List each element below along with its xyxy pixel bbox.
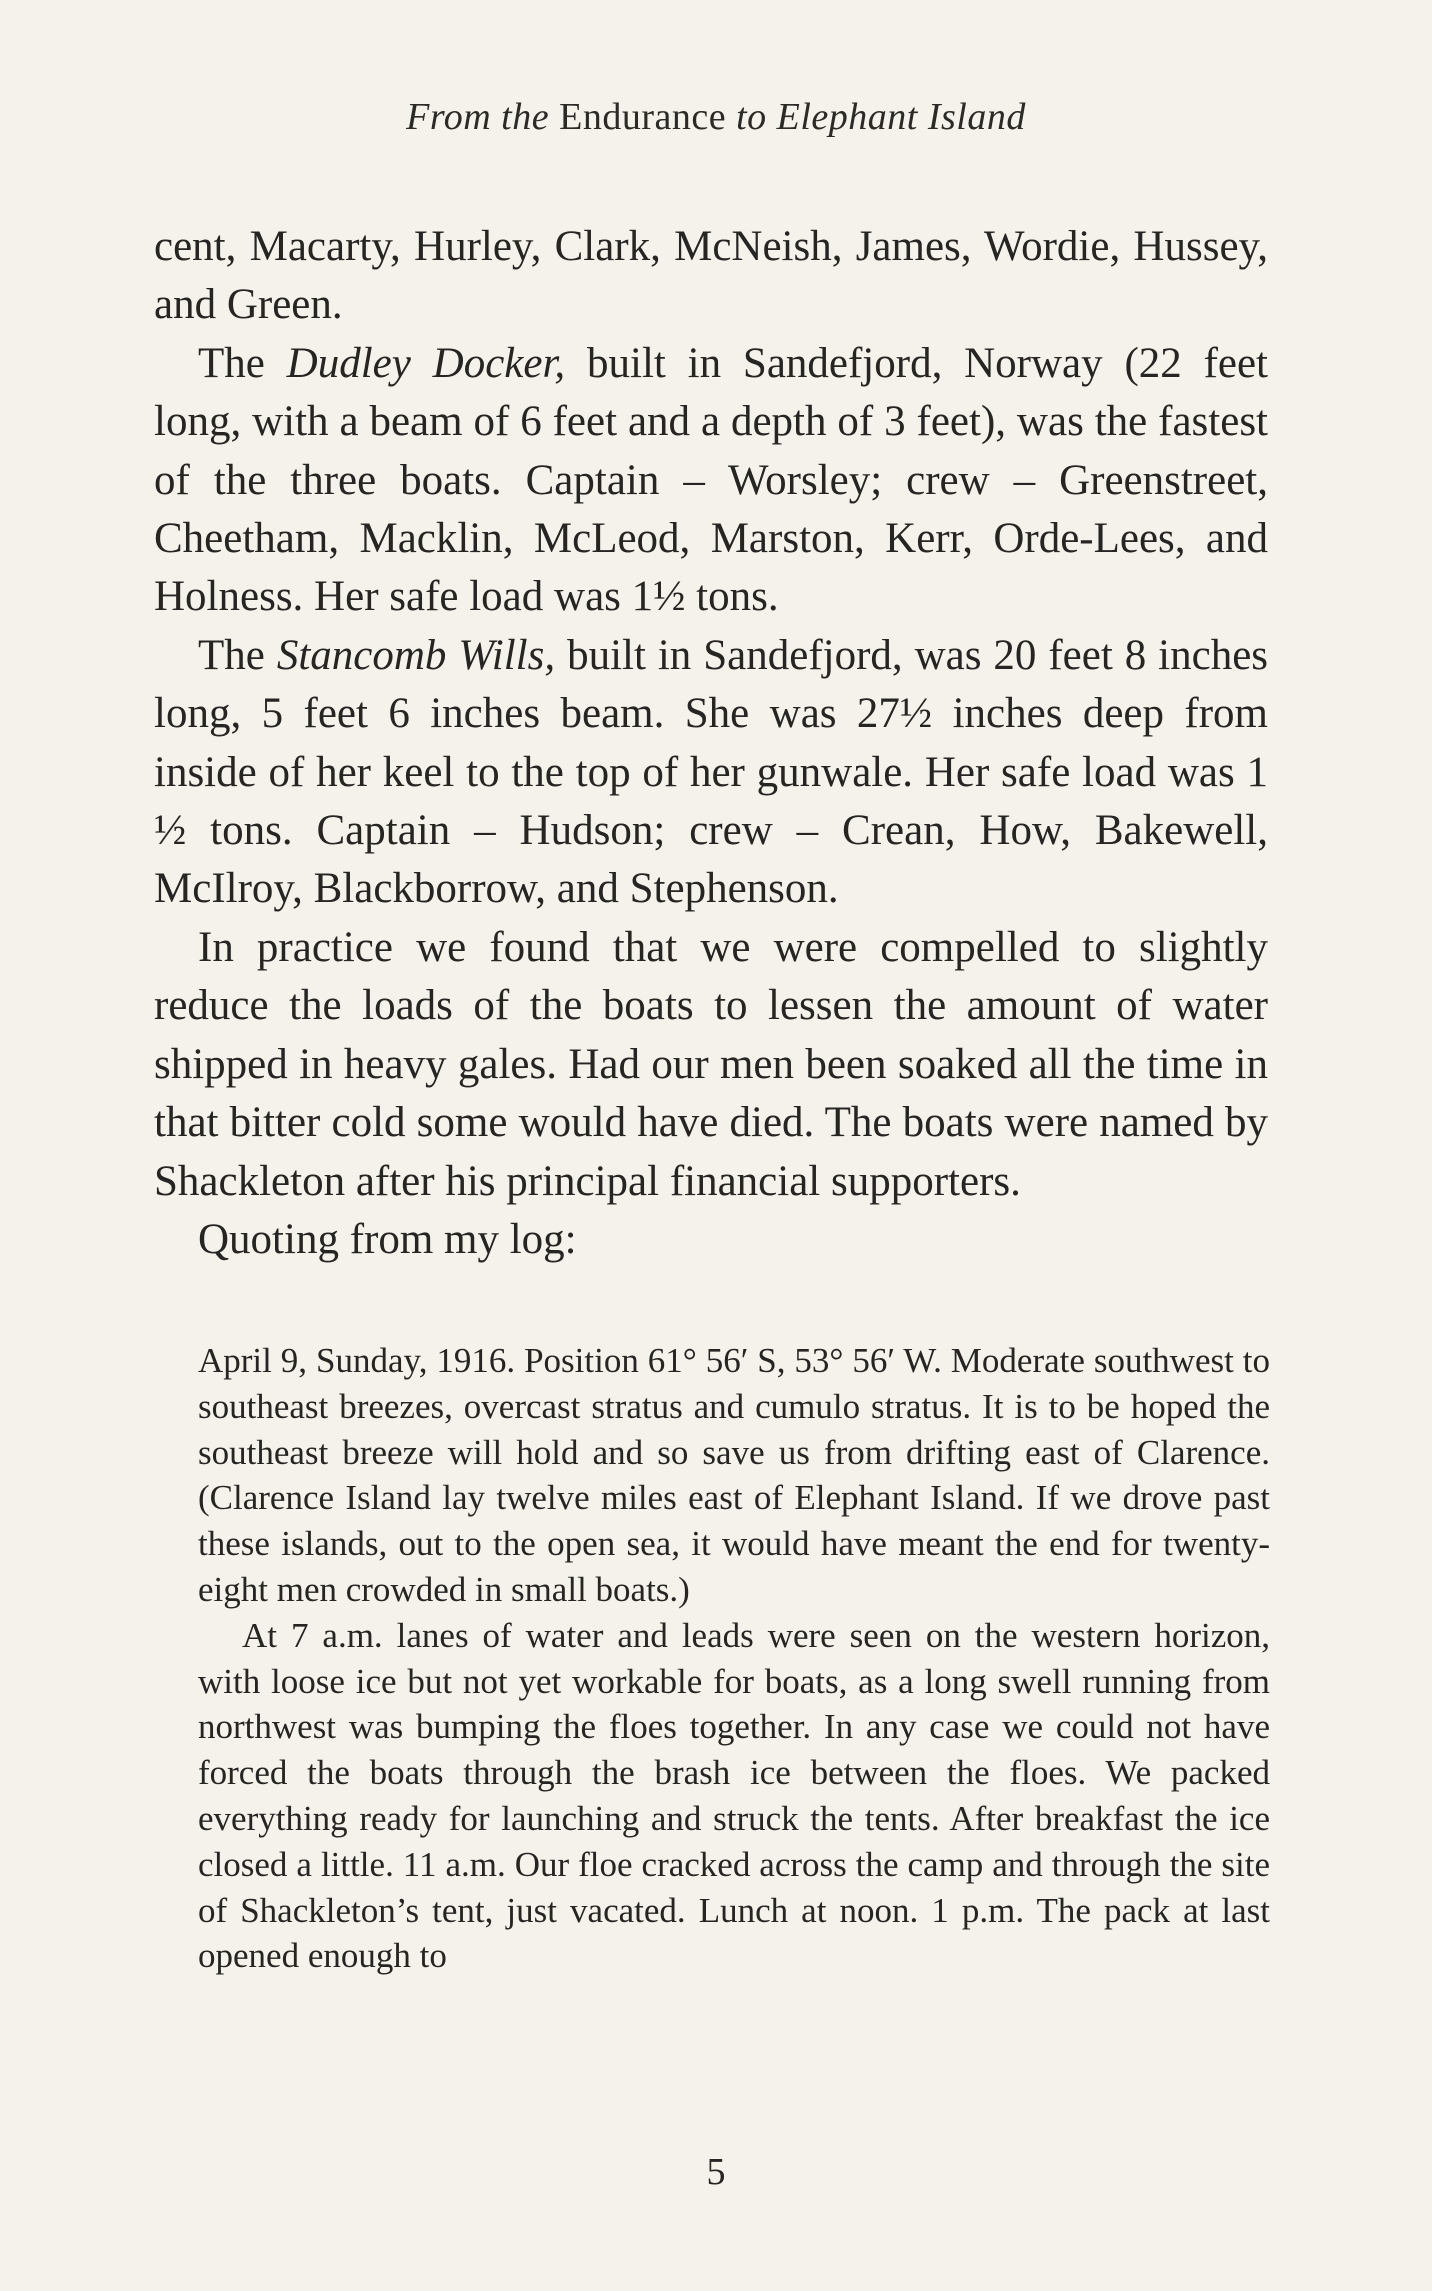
log-entry-april-9: April 9, Sunday, 1916. Position 61° 56′ S, 53° 56′ W. Moderate southwest to southeast breezes, overcast stratus and cumulo stratus. It is to be hoped the southeast breeze will hold and so save us from drifting east of Clarence. (Clarence Island lay twelve miles east of Elephant Island. If we drove past these islands, out to the open sea, it would have meant the end for twenty-eight men crowded in small boats.) (198, 1341, 1270, 1609)
paragraph-stancomb-wills (154, 627, 1268, 919)
p3-lead: The (198, 631, 265, 679)
running-head-ship: Endurance (559, 96, 727, 138)
p2-lead: The (198, 339, 265, 387)
log-extract (198, 1338, 1270, 1979)
running-head-place: Elephant Island (776, 96, 1026, 138)
paragraph-quoting: Quoting from my log: (198, 1215, 577, 1263)
main-text (154, 218, 1268, 1269)
p2-text: built in Sandefjord, Norway (22 feet long, with a beam of 6 feet and a depth of 3 feet), was the fastest of the three boats. Captain – Worsley; crew – Greenstreet, Cheetham, Macklin, McLeod, Marston, Kerr, Orde-Lees, and Holness. Her safe load was 1½ tons. (154, 339, 1269, 621)
p3-text: built in Sandefjord, was 20 feet 8 inches long, 5 feet 6 inches beam. She was 27½ inches deep from inside of her keel to the top of her gunwale. Her safe load was 1 ½ tons. Captain – Hudson; crew – Crean, How, Bakewell, McIlroy, Blackborrow, and Stephenson. (154, 631, 1269, 913)
running-head (0, 95, 1432, 139)
log-entry-morning: At 7 a.m. lanes of water and leads were seen on the western horizon, with loose ice but not yet workable for boats, as a long swell running from northwest was bumping the floes together. In any case we could not have forced the boats through the brash ice between the floes. We packed everything ready for launching and struck the tents. After breakfast the ice closed a little. 11 a.m. Our floe cracked across the camp and through the site of Shackleton’s tent, just vacated. Lunch at noon. 1 p.m. The pack at last opened enough to (198, 1615, 1270, 1976)
running-head-to: to (736, 96, 767, 138)
boat-name-dudley-docker: Dudley Docker, (286, 339, 566, 387)
paragraph-crew-list: cent, Macarty, Hurley, Clark, McNeish, James, Wordie, Hussey, and Green. (154, 223, 1268, 329)
paragraph-dudley-docker (154, 335, 1268, 627)
paragraph-practice: In practice we found that we were compelled to slightly reduce the loads of the boats to lessen the amount of water shipped in heavy gales. Had our men been soaked all the time in that bitter cold some would have died. The boats were named by Shackleton after his principal financial supporters. (154, 923, 1268, 1205)
boat-name-stancomb-wills: Stancomb Wills, (276, 631, 556, 679)
page-number: 5 (706, 2151, 726, 2193)
running-head-from: From the (406, 96, 550, 138)
